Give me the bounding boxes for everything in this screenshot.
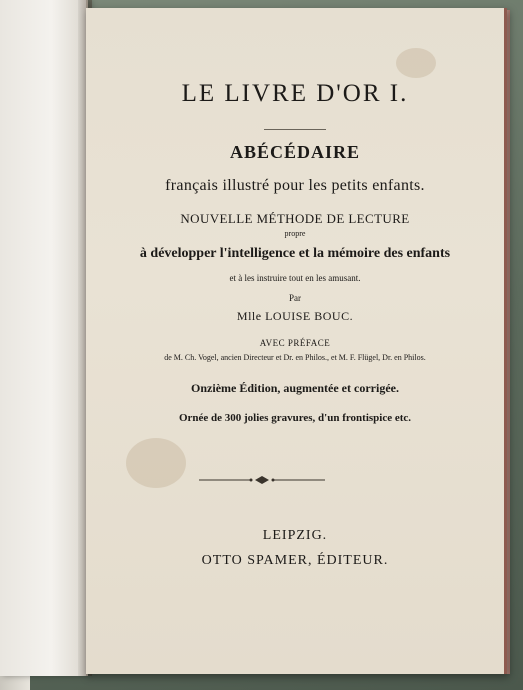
purpose-line: à développer l'intelligence et la mémoire des enfants — [139, 246, 451, 261]
left-page — [0, 0, 88, 676]
amusement-line: et à les instruire tout en les amusant. — [229, 273, 361, 283]
par-text: Par — [289, 293, 301, 303]
title-page-content — [86, 8, 504, 674]
preface-detail: de M. Ch. Vogel, ancien Directeur et Dr. en Philos., et M. F. Flügel, Dr. en Philos. — [164, 353, 426, 362]
illustrations-line: Ornée de 300 jolies gravures, d'un frontispice etc. — [178, 412, 412, 424]
title-page — [86, 8, 507, 674]
title-rule — [264, 129, 326, 130]
book-title: LE LIVRE D'OR I. — [181, 80, 409, 107]
ornament-rule-icon — [199, 475, 325, 485]
description-line: français illustré pour les petits enfants. — [165, 177, 425, 194]
method-line: NOUVELLE MÉTHODE DE LECTURE — [180, 211, 410, 226]
book-subtitle: ABÉCÉDAIRE — [229, 142, 361, 162]
author: Mlle LOUISE BOUC. — [236, 309, 354, 323]
propre-text: propre — [284, 229, 306, 238]
edition-line: Onzième Édition, augmentée et corrigée. — [191, 381, 399, 395]
publication-city: LEIPZIG. — [262, 528, 328, 543]
preface-heading: AVEC PRÉFACE — [259, 338, 331, 348]
publisher: OTTO SPAMER, ÉDITEUR. — [201, 553, 389, 568]
